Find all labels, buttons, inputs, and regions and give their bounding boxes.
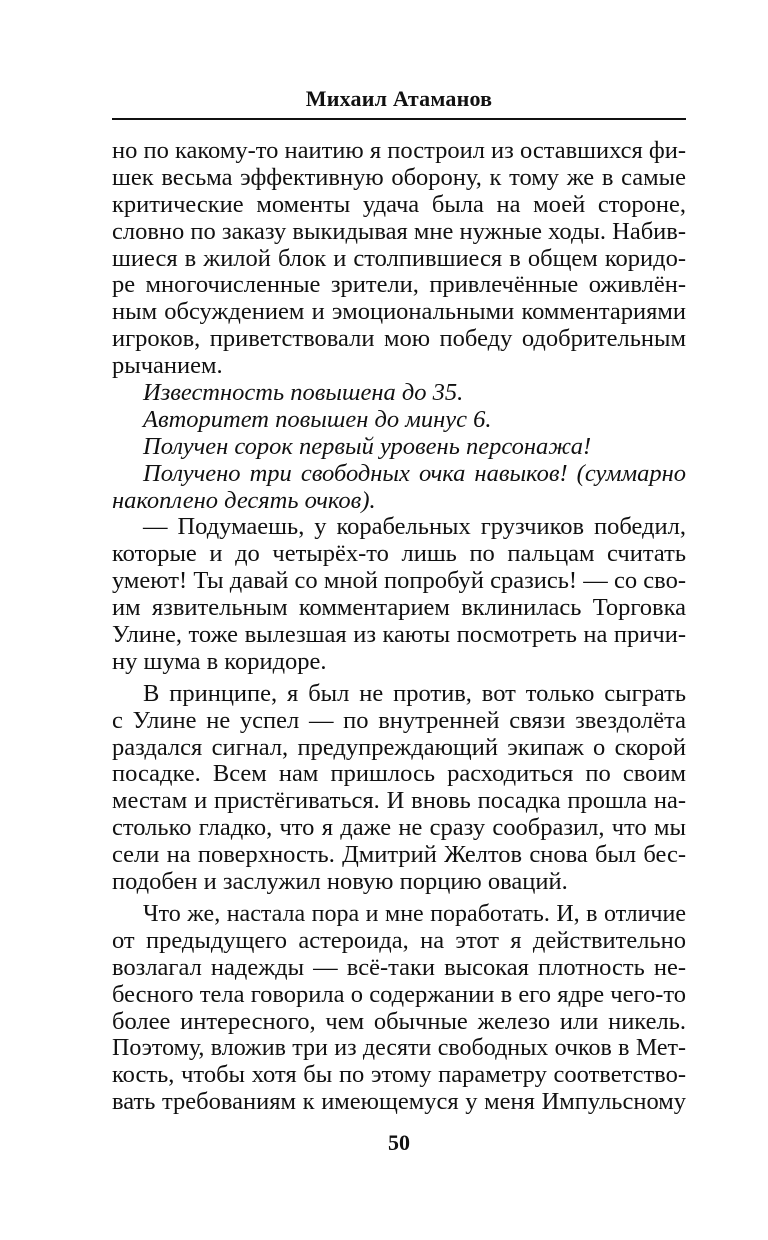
body-text: [112, 138, 686, 1116]
page-number: 50: [388, 1130, 410, 1155]
system-message-line: накоплено десять очков).: [112, 486, 376, 514]
text-line: игроков, приветствовали мою победу одобрительным: [112, 325, 686, 353]
system-message-line: Получен сорок первый уровень персонажа!: [143, 432, 592, 460]
text-line: В принципе, я был не против, вот только сыграть: [143, 679, 686, 707]
text-line: раздался сигнал, предупреждающий экипаж о скорой: [112, 733, 686, 761]
text-line: с Улине не успел — по внутренней связи звездолёта: [112, 706, 686, 734]
text-line: шек весьма эффективную оборону, к тому же в самые: [112, 163, 686, 191]
text-line: возлагал надежды — всё-таки высокая плотность не-: [112, 953, 686, 981]
text-line: кость, чтобы хотя бы по этому параметру соответство-: [112, 1061, 686, 1089]
text-line: ну шума в коридоре.: [112, 647, 327, 675]
running-head-author: Михаил Атаманов: [305, 86, 493, 111]
text-line: посадке. Всем нам пришлось расходиться по своим: [112, 760, 686, 788]
system-message-line: Получено три свободных очка навыков! (суммарно: [143, 459, 686, 487]
text-line: от предыдущего астероида, на этот я действительно: [112, 926, 686, 954]
text-line: столько гладко, что я даже не сразу сообразил, что мы: [112, 814, 686, 842]
text-line: — Подумаешь, у корабельных грузчиков победил,: [143, 513, 686, 541]
text-line: Улине, тоже вылезшая из каюты посмотреть на причи-: [112, 621, 686, 649]
text-line: ре многочисленные зрители, привлечённые оживлён-: [112, 271, 686, 299]
text-line: ным обсуждением и эмоциональными комментариями: [112, 298, 686, 326]
system-message-line: Авторитет повышен до минус 6.: [143, 405, 492, 433]
header-rule: [112, 118, 686, 120]
text-line: бесного тела говорила о содержании в его ядре чего-то: [112, 980, 686, 1008]
text-line: умеют! Ты давай со мной попробуй сразись! — со сво-: [112, 567, 686, 595]
text-line: сели на поверхность. Дмитрий Желтов снова был бес-: [112, 841, 686, 869]
text-line: местам и пристёгиваться. И вновь посадка прошла на-: [112, 787, 686, 815]
text-line: шиеся в жилой блок и столпившиеся в общем коридо-: [112, 244, 686, 272]
text-line: вать требованиям к имеющемуся у меня Импульсному: [112, 1088, 686, 1116]
text-line: которые и до четырёх-то лишь по пальцам считать: [112, 540, 686, 568]
text-line: рычанием.: [112, 352, 223, 380]
text-line: им язвительным комментарием вклинилась Торговка: [112, 594, 686, 622]
system-message-line: Известность повышена до 35.: [143, 379, 464, 407]
text-line: подобен и заслужил новую порцию оваций.: [112, 868, 568, 896]
text-line: но по какому-то наитию я построил из оставшихся фи-: [112, 137, 687, 164]
text-line: словно по заказу выкидывая мне нужные ходы. Набив-: [112, 217, 686, 245]
text-line: критические моменты удача была на моей стороне,: [112, 190, 686, 218]
text-line: более интересного, чем обычные железо или никель.: [112, 1007, 686, 1035]
text-line: Поэтому, вложив три из десяти свободных очков в Мет-: [112, 1035, 686, 1062]
text-line: Что же, настала пора и мне поработать. И, в отличие: [143, 900, 686, 927]
